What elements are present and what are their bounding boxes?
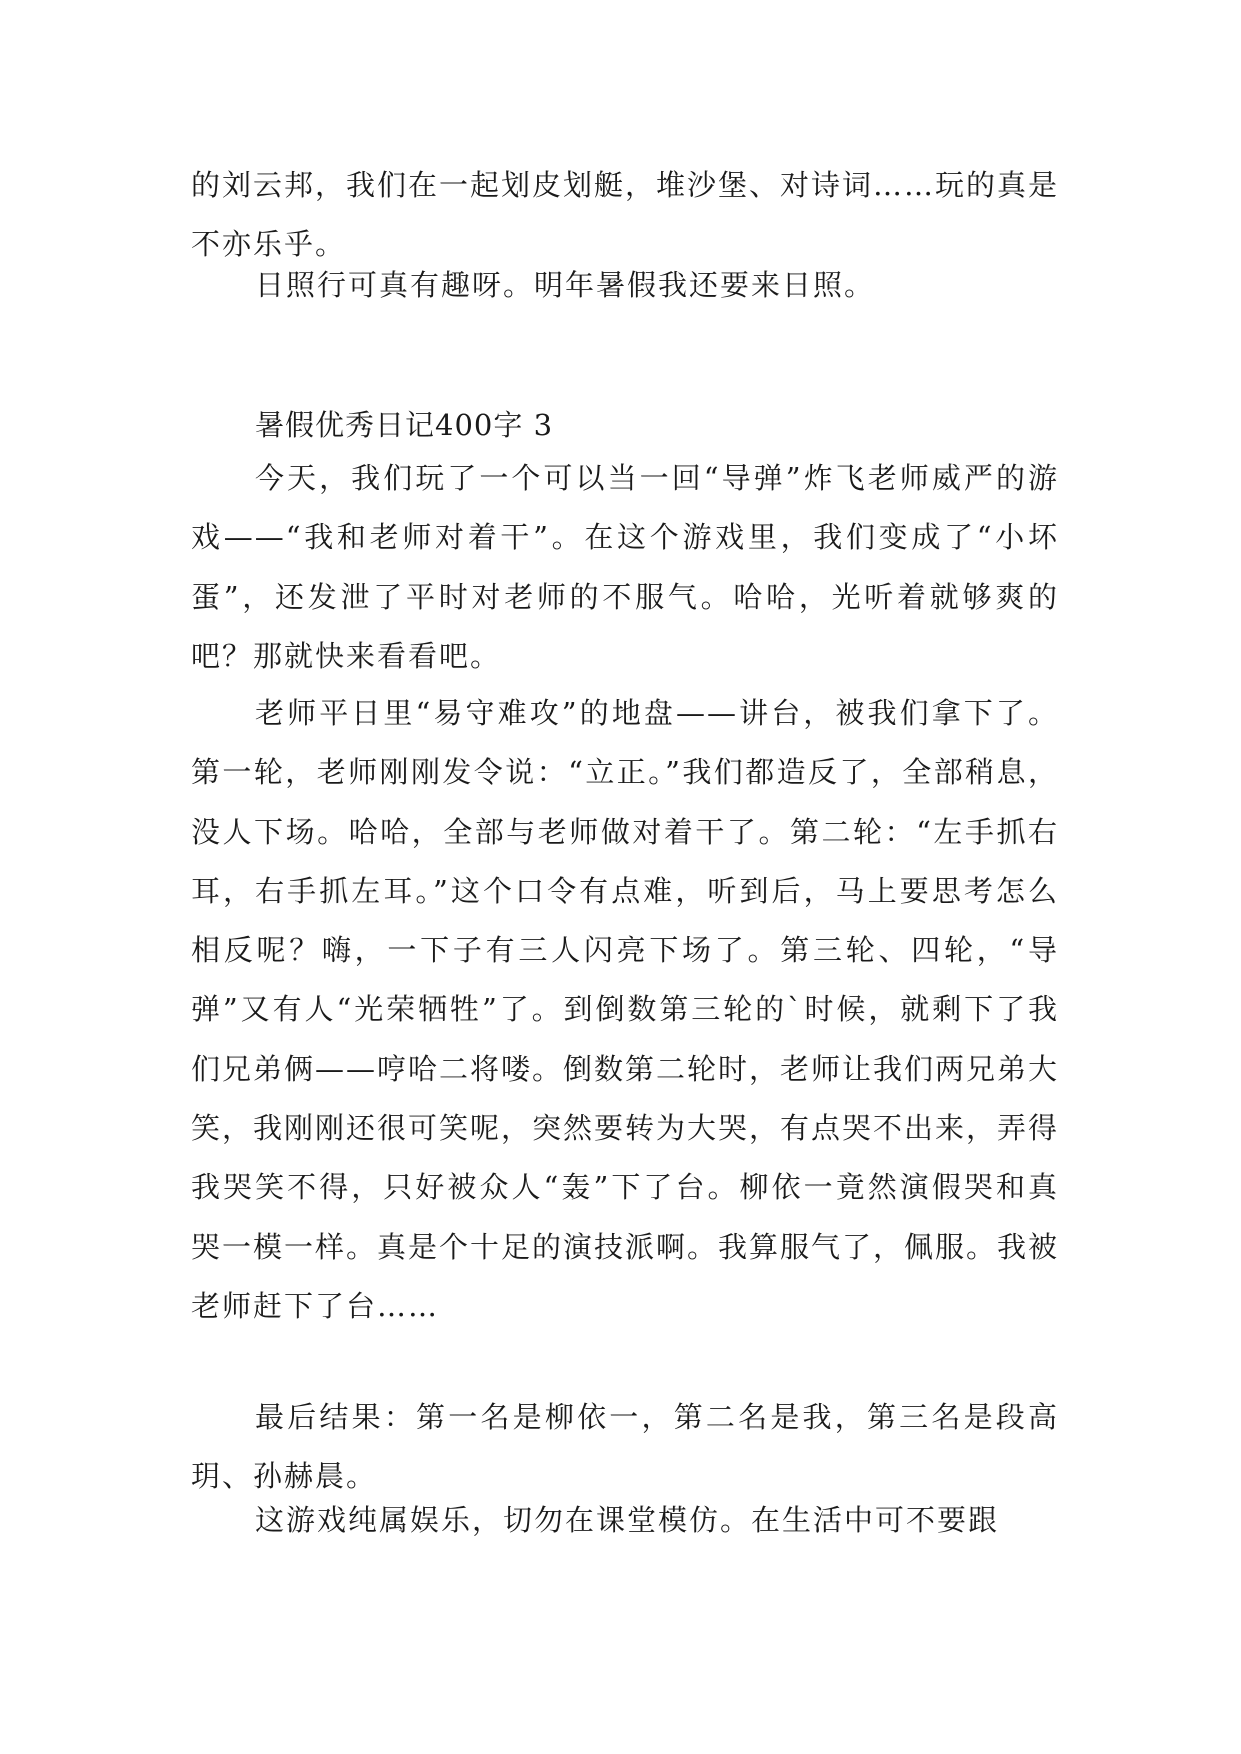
paragraph-2: 老师平日里“易守难攻”的地盘——讲台，被我们拿下了。第一轮，老师刚刚发令说：“立正。”我们都造反了，全部稍息，没人下场。哈哈，全部与老师做对着干了。第二轮：“左手抓右耳，右手抓左耳。”这个口令有点难，听到后，马上要思考怎么相反呢？嗨，一下子有三人闪亮下场了。第三轮、四轮，“导弹”又有人“光荣牺牲”了。到倒数第三轮的`时候，就剩下了我们兄弟俩——哼哈二将喽。倒数第二轮时，老师让我们两兄弟大笑，我刚刚还很可笑呢，突然要转为大哭，有点哭不出来，弄得我哭笑不得，只好被众人“轰”下了台。柳依一竟然演假哭和真哭一模一样。真是个十足的演技派啊。我算服气了，佩服。我被老师赶下了台…… — [191, 696, 1060, 1323]
paragraph-closing: 日照行可真有趣呀。明年暑假我还要来日照。 — [255, 268, 876, 302]
paragraph-continuation: 的刘云邦，我们在一起划皮划艇，堆沙堡、对诗词……玩的真是不亦乐乎。 — [191, 168, 1060, 262]
paragraph-3: 最后结果：第一名是柳依一，第二名是我，第三名是段高玥、孙赫晨。 — [191, 1400, 1059, 1494]
section-title: 暑假优秀日记400字 3 — [255, 408, 554, 442]
paragraph-4: 这游戏纯属娱乐，切勿在课堂模仿。在生活中可不要跟 — [255, 1503, 1000, 1537]
paragraph-1: 今天，我们玩了一个可以当一回“导弹”炸飞老师威严的游戏——“我和老师对着干”。在这个游戏里，我们变成了“小坏蛋”，还发泄了平时对老师的不服气。哈哈，光听着就够爽的吧？那就快来看看吧。 — [191, 461, 1059, 673]
